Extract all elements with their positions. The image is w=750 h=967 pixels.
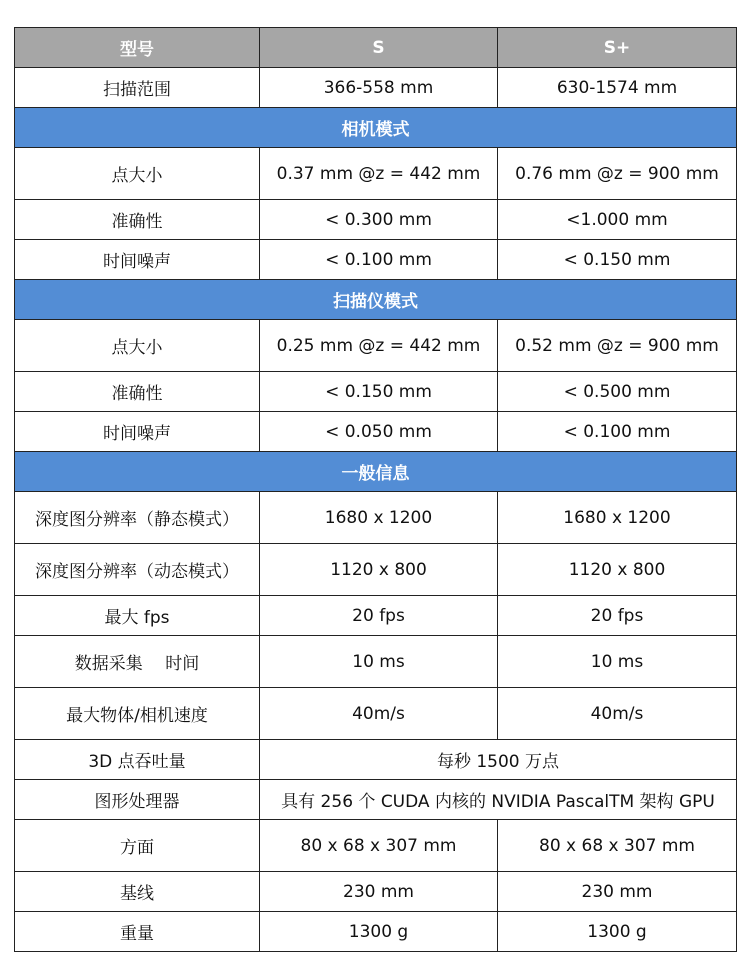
row-label: 时间噪声 — [15, 412, 260, 452]
header-model: 型号 — [15, 28, 260, 68]
row-label: 数据采集 时间 — [15, 636, 260, 688]
cell-s: 40m/s — [260, 688, 498, 740]
cell-s: < 0.150 mm — [260, 372, 498, 412]
cell-s-plus: 40m/s — [498, 688, 737, 740]
cell-s: 0.25 mm @z = 442 mm — [260, 320, 498, 372]
table-row — [15, 240, 737, 280]
cell-s-plus: 1680 x 1200 — [498, 492, 737, 544]
cell-s-plus: 0.76 mm @z = 900 mm — [498, 148, 737, 200]
cell-s-plus: 1120 x 800 — [498, 544, 737, 596]
cell-s: 1300 g — [260, 912, 498, 952]
row-label: 图形处理器 — [15, 780, 260, 820]
row-label: 方面 — [15, 820, 260, 872]
cell-s-plus: < 0.150 mm — [498, 240, 737, 280]
cell-s-plus: 0.52 mm @z = 900 mm — [498, 320, 737, 372]
cell-s: 366-558 mm — [260, 68, 498, 108]
row-label: 最大 fps — [15, 596, 260, 636]
row-label: 3D 点吞吐量 — [15, 740, 260, 780]
row-label: 重量 — [15, 912, 260, 952]
table-row — [15, 820, 737, 872]
table-row — [15, 320, 737, 372]
table-row — [15, 780, 737, 820]
cell-s: < 0.050 mm — [260, 412, 498, 452]
table-row — [15, 148, 737, 200]
row-label: 时间噪声 — [15, 240, 260, 280]
cell-s: 20 fps — [260, 596, 498, 636]
row-label: 深度图分辨率（静态模式） — [15, 492, 260, 544]
cell-s-plus: 1300 g — [498, 912, 737, 952]
cell-s-plus: < 0.100 mm — [498, 412, 737, 452]
cell-s: < 0.300 mm — [260, 200, 498, 240]
section-row — [15, 280, 737, 320]
cell-s-plus: 10 ms — [498, 636, 737, 688]
section-row — [15, 452, 737, 492]
cell-s: 1680 x 1200 — [260, 492, 498, 544]
table-row — [15, 636, 737, 688]
section-camera-mode: 相机模式 — [15, 108, 737, 148]
row-label: 基线 — [15, 872, 260, 912]
cell-s: 0.37 mm @z = 442 mm — [260, 148, 498, 200]
cell-s-plus: <1.000 mm — [498, 200, 737, 240]
cell-s: 230 mm — [260, 872, 498, 912]
cell-s: 80 x 68 x 307 mm — [260, 820, 498, 872]
section-row — [15, 108, 737, 148]
table-row — [15, 688, 737, 740]
cell-s-plus: 230 mm — [498, 872, 737, 912]
table-row — [15, 912, 737, 952]
table-row — [15, 68, 737, 108]
cell-s: < 0.100 mm — [260, 240, 498, 280]
row-label: 扫描范围 — [15, 68, 260, 108]
row-label: 深度图分辨率（动态模式） — [15, 544, 260, 596]
table-row — [15, 740, 737, 780]
row-label: 点大小 — [15, 320, 260, 372]
row-label: 准确性 — [15, 372, 260, 412]
section-scanner-mode: 扫描仪模式 — [15, 280, 737, 320]
header-s-plus: S+ — [498, 28, 737, 68]
table-row — [15, 492, 737, 544]
cell-s-plus: < 0.500 mm — [498, 372, 737, 412]
header-row — [15, 28, 737, 68]
header-s: S — [260, 28, 498, 68]
spec-table — [14, 27, 737, 952]
table-row — [15, 200, 737, 240]
table-row — [15, 596, 737, 636]
row-label: 点大小 — [15, 148, 260, 200]
table-row — [15, 872, 737, 912]
cell-s-plus: 630-1574 mm — [498, 68, 737, 108]
row-label: 准确性 — [15, 200, 260, 240]
table-row — [15, 372, 737, 412]
cell-merged: 每秒 1500 万点 — [260, 740, 737, 780]
cell-s-plus: 20 fps — [498, 596, 737, 636]
row-label: 最大物体/相机速度 — [15, 688, 260, 740]
table-row — [15, 412, 737, 452]
section-general-info: 一般信息 — [15, 452, 737, 492]
cell-merged: 具有 256 个 CUDA 内核的 NVIDIA PascalTM 架构 GPU — [260, 780, 737, 820]
table-row — [15, 544, 737, 596]
cell-s-plus: 80 x 68 x 307 mm — [498, 820, 737, 872]
cell-s: 1120 x 800 — [260, 544, 498, 596]
cell-s: 10 ms — [260, 636, 498, 688]
